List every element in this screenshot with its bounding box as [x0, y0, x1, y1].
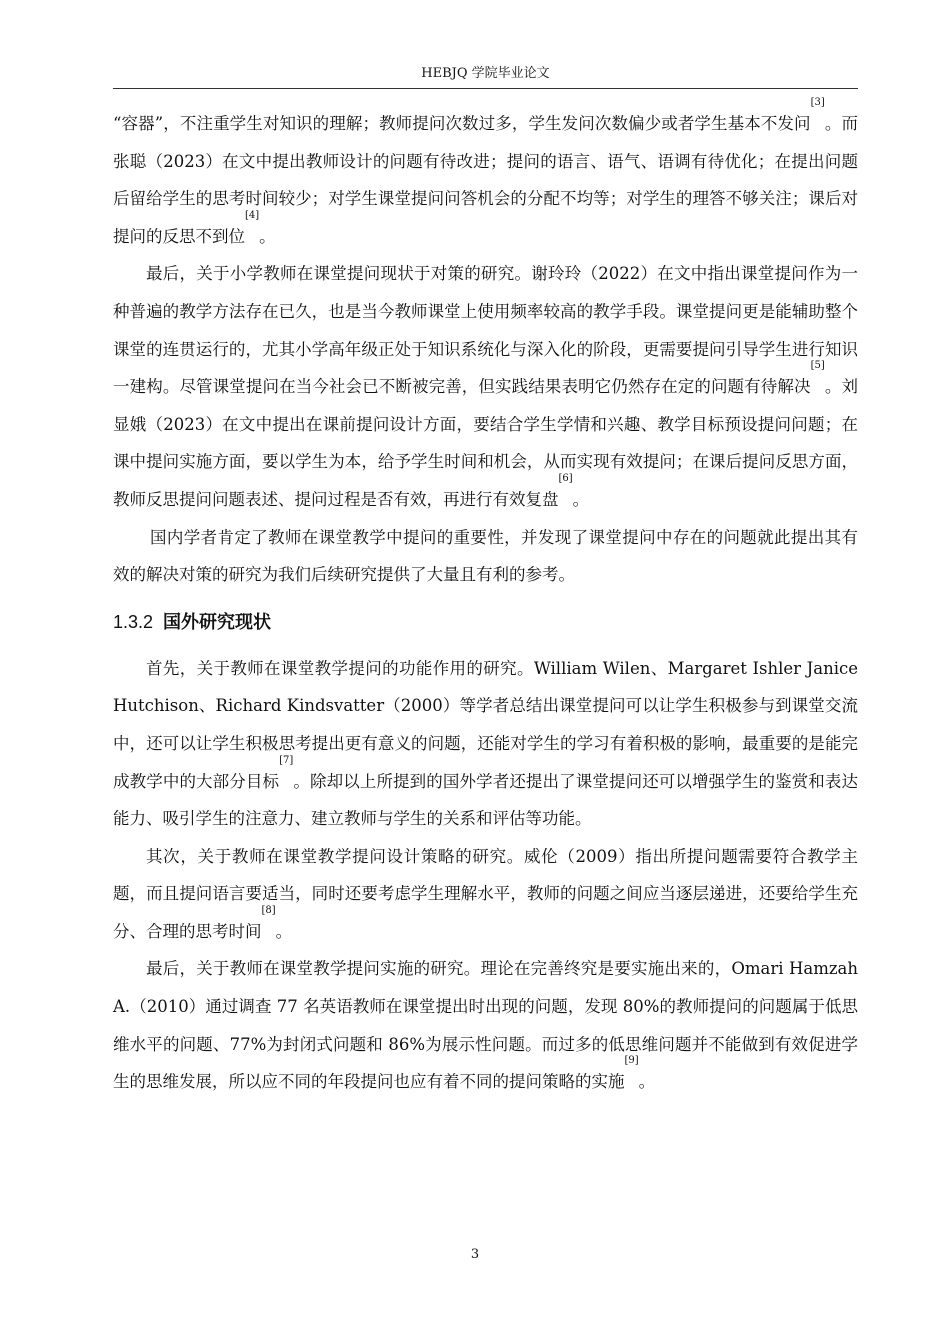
citation-ref: [6] — [558, 472, 573, 484]
text-run: 。而张聪（2023）在文中提出教师设计的问题有待改进；提问的语言、语气、语调有待优化；在提出问题后留给学生的思考时间较少；对学生课堂提问问答机会的分配不均等；对学生的理答不够关注；课后对提问的反思不到位 — [113, 114, 859, 246]
section-title: 国外研究现状 — [163, 611, 272, 633]
text-run: 。 — [275, 921, 293, 941]
paragraph — [113, 950, 858, 1100]
citation-ref: [7] — [279, 754, 294, 766]
text-run: 最后，关于教师在课堂教学提问实施的研究。理论在完善终究是要实施出来的，Omari Hamzah A.（2010）通过调查 77 名英语教师在课堂提出时出现的问题，发现 80%的教师提问的问题属于低思维水平的问题、77%为封闭式问题和 86%为展示性问题。而过多的低思维问题并不能做到有效促进学生的思维发展，所以应不同的年段提问也应有着不同的提问策略的实施 — [113, 959, 858, 1092]
paragraph — [113, 519, 858, 594]
citation-ref: [3] — [810, 97, 825, 108]
header-title: HEBJQ 学院毕业论文 — [421, 66, 550, 81]
citation-ref: [9] — [624, 1055, 639, 1067]
text-run: 。刘显娥（2023）在文中提出在课前提问设计方面，要结合学生学情和兴趣、教学目标预设提问问题；在课中提问实施方面，要以学生为本，给予学生时间和机会，从而实现有效提问；在课后提问反思方面，教师反思提问问题表述、提问过程是否有效，再进行有效复盘 — [113, 377, 859, 509]
text-run: “容器”，不注重学生对知识的理解；教师提问次数过多，学生发问次数偏少或者学生基本不发问 — [113, 114, 811, 133]
text-run: 其次，关于教师在课堂教学提问设计策略的研究。威伦（2009）指出所提问题需要符合教学主题，而且提问语言要适当，同时还要考虑学生理解水平，教师的问题之间应当逐层递进，还要给学生充分、合理的思考时间 — [113, 846, 858, 941]
text-run: 最后，关于小学教师在课堂提问现状于对策的研究。谢玲玲（2022）在文中指出课堂提问作为一种普遍的教学方法存在已久，也是当今教师课堂上使用频率较高的教学手段。课堂提问更是能辅助整个课堂的连贯运行的，尤其小学高年级正处于知识系统化与深入化的阶段，更需要提问引导学生进行知识一建构。尽管课堂提问在当今社会已不断被完善，但实践结果表明它仍然存在定的问题有待解决 — [113, 264, 858, 397]
text-run: 。 — [259, 226, 276, 246]
section-heading — [113, 604, 858, 641]
text-run: 首先，关于教师在课堂教学提问的功能作用的研究。William Wilen、Margaret Ishler Janice Hutchison、Richard Kindsvatter（2000）等学者总结出课堂提问可以让学生积极参与到课堂交流中，还可以让学生积极思考提出更有意义的问题，还能对学生的学习有着积极的影响，最重要的是能完成教学中的大部分目标 — [113, 658, 858, 791]
text-run: 。除却以上所提到的国外学者还提出了课堂提问还可以增强学生的鉴赏和表达能力、吸引学生的注意力、建立教师与学生的关系和评估等功能。 — [113, 771, 859, 829]
page-number: 3 — [470, 1247, 480, 1262]
body-content — [113, 97, 859, 1101]
page-footer — [0, 1247, 950, 1262]
page-header — [113, 66, 858, 89]
section-number: 1.3.2 — [113, 611, 154, 632]
citation-ref: [5] — [810, 360, 825, 372]
paragraph — [113, 255, 858, 518]
paragraph — [113, 838, 858, 951]
paragraph — [113, 97, 859, 255]
text-run: 国内学者肯定了教师在课堂教学中提问的重要性，并发现了课堂提问中存在的问题就此提出其有效的解决对策的研究为我们后续研究提供了大量且有利的参考。 — [113, 527, 858, 585]
citation-ref: [8] — [261, 904, 276, 916]
text-run: 。 — [638, 1072, 656, 1092]
text-run: 。 — [572, 489, 590, 509]
paragraph — [113, 650, 858, 838]
citation-ref: [4] — [245, 209, 260, 221]
